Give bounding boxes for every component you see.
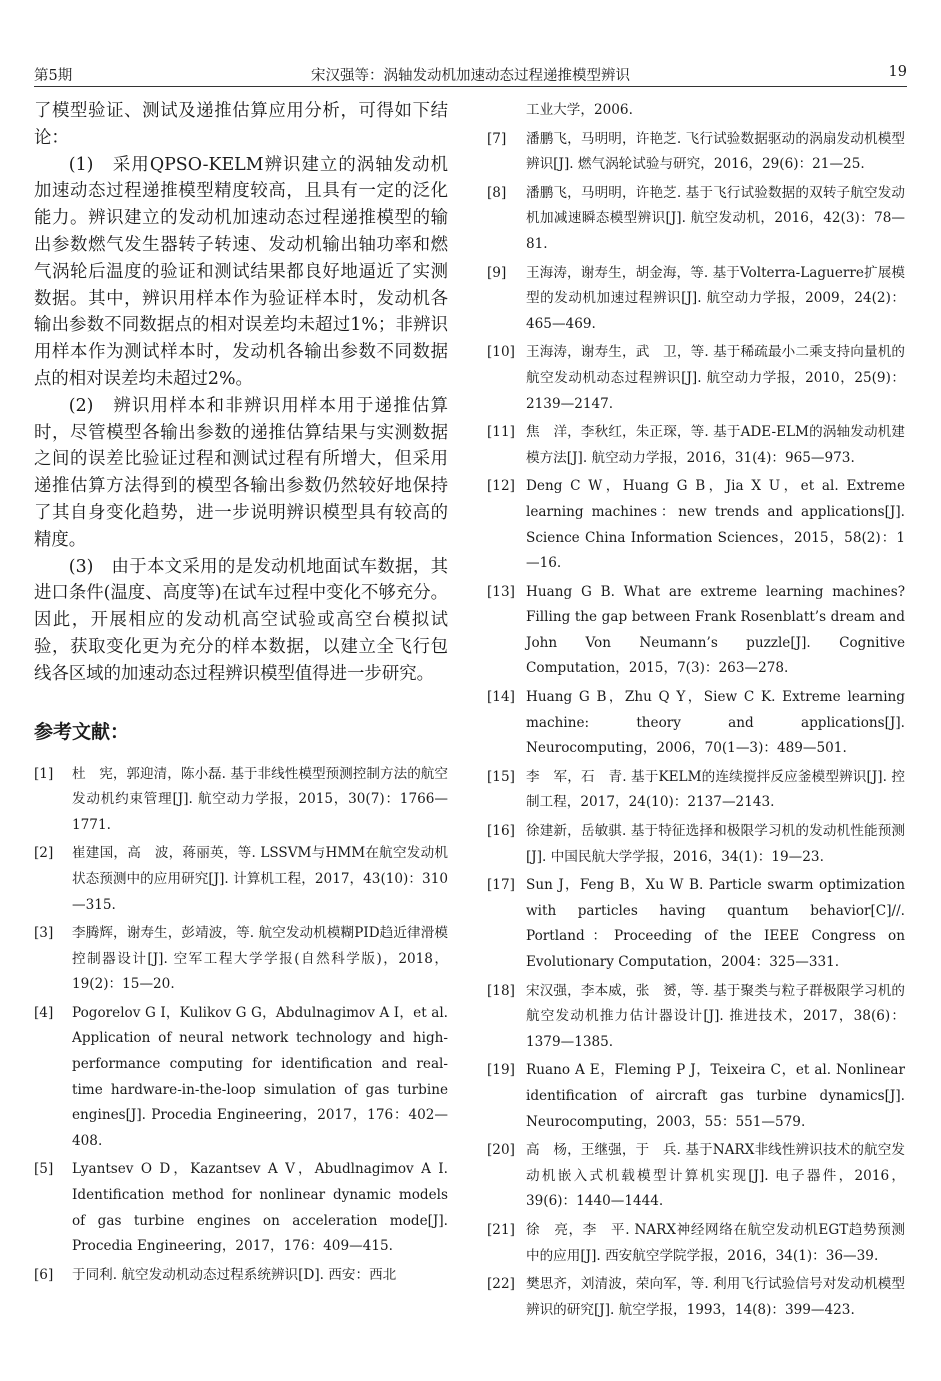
reference-number: [4]	[34, 1004, 54, 1021]
reference-item	[487, 261, 905, 338]
reference-number: [17]	[487, 877, 515, 894]
reference-number: [22]	[487, 1276, 515, 1293]
paragraph-conclusion-intro: 了模型验证、测试及递推估算应用分析，可得如下结论：	[34, 101, 448, 148]
reference-number: [5]	[34, 1161, 54, 1178]
reference-text: Sun J，Feng B，Xu W B. Particle swarm optimization with particles having quantum behavior[C]//. Portland：Proceeding of the IEEE Congress on Evolutionary Computation，2004：325—331.	[526, 877, 905, 970]
reference-text: 徐建新，岳敏骐. 基于特征选择和极限学习机的发动机性能预测[J]. 中国民航大学学报，2016，34(1)：19—23.	[526, 823, 905, 865]
reference-text: 李 军，石 青. 基于KELM的连续搅拌反应釜模型辨识[J]. 控制工程，2017，24(10)：2137—2143.	[526, 768, 905, 811]
reference-item	[487, 979, 905, 1056]
reference-item	[487, 580, 905, 682]
reference-item	[487, 181, 905, 258]
reference-number: [7]	[487, 130, 507, 147]
reference-text: Huang G B，Zhu Q Y，Siew C K. Extreme learning machine: theory and applications[J]. Neurocomputing，2006，70(1—3)：489—501.	[526, 689, 905, 757]
reference-item	[34, 921, 448, 998]
reference-number: [16]	[487, 823, 515, 840]
reference-number: [10]	[487, 344, 515, 361]
reference-number: [13]	[487, 583, 515, 600]
reference-text: 樊思齐，刘清波，荣向军，等. 利用飞行试验信号对发动机模型辨识的研究[J]. 航空学报，1993，14(8)：399—423.	[526, 1276, 905, 1318]
running-title: 宋汉强等：涡轴发动机加速动态过程递推模型辨识	[311, 68, 630, 84]
reference-text: Huang G B. What are extreme learning machines? Filling the gap between Frank Rosenblatt’s dream and John Von Neumann’s puzzle[J]. Cognitive Computation，2015，7(3)：263—278.	[526, 583, 905, 677]
reference-item	[487, 1138, 905, 1215]
reference-item	[34, 1157, 448, 1259]
reference-continuation: 工业大学，2006.	[526, 102, 633, 118]
reference-item	[34, 841, 448, 918]
reference-item	[487, 474, 905, 576]
reference-number: [3]	[34, 925, 54, 942]
reference-item	[487, 1272, 905, 1323]
reference-text: 崔建国，高 波，蒋丽英，等. LSSVM与HMM在航空发动机状态预测中的应用研究[J]. 计算机工程，2017，43(10)：310—315.	[72, 845, 448, 913]
reference-item	[487, 873, 905, 975]
reference-text: 徐 亮，李 平. NARX神经网络在航空发动机EGT趋势预测中的应用[J]. 西安航空学院学报，2016，34(1)：36—39.	[526, 1221, 905, 1264]
reference-item	[487, 340, 905, 417]
reference-item	[34, 1001, 448, 1155]
reference-number: [11]	[487, 424, 515, 441]
reference-number: [20]	[487, 1142, 515, 1159]
reference-text: 潘鹏飞，马明明，许艳芝. 基于飞行试验数据的双转子航空发动机加减速瞬态模型辨识[J]. 航空发动机，2016，42(3)：78—81.	[526, 184, 905, 252]
reference-text: Deng C W，Huang G B，Jia X U，et al. Extreme learning machines：new trends and applications[J]. Science China Information Sciences，2015，58(2)：1—16.	[526, 478, 905, 572]
paragraph-conclusion-2: (2) 辨识用样本和非辨识用样本用于递推估算时，尽管模型各输出参数的递推估算结果与实测数据之间的误差比验证过程和测试过程有所增大，但采用递推估算方法得到的模型各输出参数仍然较好地保持了其自身变化趋势，进一步说明辨识模型具有较高的精度。	[34, 395, 448, 550]
reference-number: [8]	[487, 184, 507, 201]
right-column	[487, 98, 905, 1326]
reference-text: 于同利. 航空发动机动态过程系统辨识[D]. 西安：西北	[72, 1266, 397, 1283]
reference-text: 焦 洋，李秋红，朱正琛，等. 基于ADE-ELM的涡轴发动机建模方法[J]. 航空动力学报，2016，31(4)：965—973.	[526, 424, 905, 466]
reference-text: Pogorelov G I，Kulikov G G，Abdulnagimov A I，et al. Application of neural network technology and high-performance computing for identification and real-time hardware-in-the-loop simulation of gas turbine engines[J]. Procedia Engineering，2017，176：402—408.	[72, 1004, 448, 1149]
reference-item	[487, 127, 905, 178]
reference-item	[487, 1058, 905, 1135]
reference-text: 王海涛，谢寿生，胡金海，等. 基于Volterra-Laguerre扩展模型的发动机加速过程辨识[J]. 航空动力学报，2009，24(2)：465—469.	[526, 264, 905, 332]
reference-text: 李腾辉，谢寿生，彭靖波，等. 航空发动机模糊PID趋近律滑模控制器设计[J]. 空军工程大学学报(自然科学版)，2018，19(2)：15—20.	[72, 925, 448, 993]
reference-item	[487, 1218, 905, 1269]
reference-text: Ruano A E，Fleming P J，Teixeira C，et al. Nonlinear identification of aircraft gas turbine dynamics[J]. Neurocomputing，2003，55：551—579.	[526, 1062, 905, 1130]
reference-text: 高 杨，王继强，于 兵. 基于NARX非线性辨识技术的航空发动机嵌入式机载模型计算机实现[J]. 电子器件，2016，39(6)：1440—1444.	[526, 1142, 905, 1210]
reference-text: 杜 宪，郭迎清，陈小磊. 基于非线性模型预测控制方法的航空发动机约束管理[J]. 航空动力学报，2015，30(7)：1766—1771.	[72, 765, 448, 833]
left-column	[34, 98, 448, 1291]
issue-number: 第5期	[34, 68, 73, 84]
reference-item	[487, 685, 905, 762]
reference-item	[487, 765, 905, 816]
page-number: 19	[888, 64, 907, 80]
reference-number: [2]	[34, 845, 54, 862]
reference-number: [19]	[487, 1062, 515, 1079]
reference-number: [14]	[487, 689, 515, 706]
references-heading: 参考文献：	[34, 720, 130, 743]
reference-number: [1]	[34, 765, 54, 782]
reference-item	[487, 420, 905, 471]
reference-number: [9]	[487, 264, 507, 281]
reference-item	[34, 1263, 448, 1289]
paragraph-conclusion-1: (1) 采用QPSO-KELM辨识建立的涡轴发动机加速动态过程递推模型精度较高，且具有一定的泛化能力。辨识建立的发动机加速动态过程递推模型的输出参数燃气发生器转子转速、发动机输出轴功率和燃气涡轮后温度的验证和测试结果都良好地逼近了实测数据。其中，辨识用样本作为验证样本时，发动机各输出参数不同数据点的相对误差均未超过1%；非辨识用样本作为测试样本时，发动机各输出参数不同数据点的相对误差均未超过2%。	[34, 154, 448, 389]
reference-item	[487, 819, 905, 870]
reference-number: [15]	[487, 768, 515, 785]
reference-number: [18]	[487, 982, 515, 999]
running-header	[34, 62, 907, 87]
reference-text: 潘鹏飞，马明明，许艳芝. 飞行试验数据驱动的涡扇发动机模型辨识[J]. 燃气涡轮试验与研究，2016，29(6)：21—25.	[526, 130, 905, 173]
reference-number: [21]	[487, 1221, 515, 1238]
reference-text: 宋汉强，李本威，张 赟，等. 基于聚类与粒子群极限学习机的航空发动机推力估计器设计[J]. 推进技术，2017，38(6)：1379—1385.	[526, 982, 905, 1050]
reference-number: [12]	[487, 478, 515, 495]
reference-text: Lyantsev O D，Kazantsev A V，Abudlnagimov A I. Identification method for nonlinear dynamic models of gas turbine engines on acceleration mode[J]. Procedia Engineering，2017，176：409—415.	[72, 1161, 448, 1255]
reference-item	[34, 762, 448, 839]
reference-text: 王海涛，谢寿生，武 卫，等. 基于稀疏最小二乘支持向量机的航空发动机动态过程辨识[J]. 航空动力学报，2010，25(9)：2139—2147.	[526, 344, 905, 412]
reference-number: [6]	[34, 1266, 54, 1283]
paragraph-conclusion-3: (3) 由于本文采用的是发动机地面试车数据，其进口条件(温度、高度等)在试车过程中变化不够充分。因此，开展相应的发动机高空试验或高空台模拟试验，获取变化更为充分的样本数据，以建立全飞行包线各区域的加速动态过程辨识模型值得进一步研究。	[34, 556, 448, 684]
